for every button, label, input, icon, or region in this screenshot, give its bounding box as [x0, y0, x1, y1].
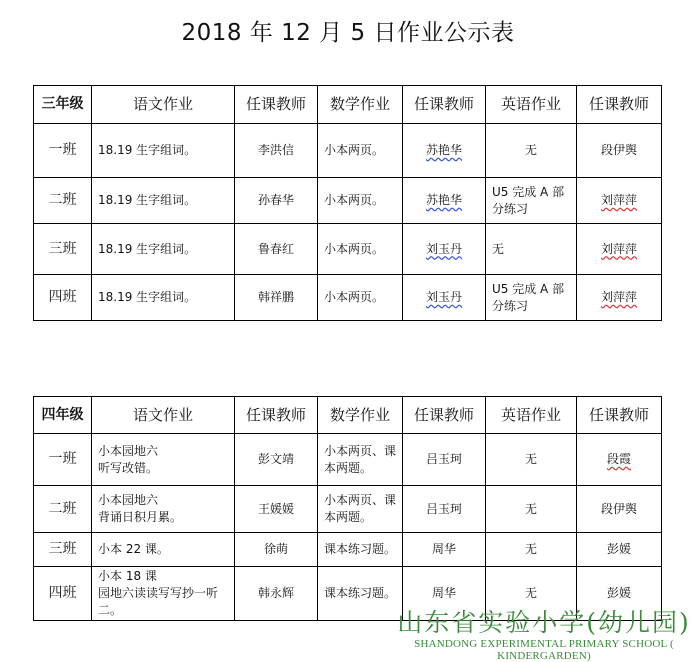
table-row — [34, 275, 662, 321]
cell-text-line: 无 — [524, 586, 537, 600]
math-homework-cell — [318, 275, 403, 321]
math-homework-cell — [318, 486, 403, 533]
chinese-homework-cell — [92, 178, 235, 224]
cell-text-line: 小本 22 课。 — [98, 542, 169, 556]
english-teacher-cell: 刘萍萍 — [577, 224, 662, 275]
math-teacher-cell: 刘玉丹 — [403, 224, 486, 275]
header-teacher: 任课教师 — [577, 397, 662, 434]
english-homework-cell — [486, 224, 577, 275]
cell-text-line: 18.19 生字组词。 — [98, 193, 197, 207]
chinese-teacher-cell: 韩祥鹏 — [235, 275, 318, 321]
cell-text-line: 无 — [524, 542, 537, 556]
english-teacher-cell: 彭媛 — [577, 533, 662, 567]
english-homework-cell — [486, 124, 577, 178]
class-name-cell: 一班 — [34, 434, 92, 486]
cell-text-line: 本两题。 — [324, 510, 373, 524]
chinese-homework-cell — [92, 434, 235, 486]
class-name-cell: 二班 — [34, 178, 92, 224]
cell-text-line: 小本园地六 — [98, 493, 159, 507]
watermark-english: SHANDONG EXPERIMENTAL PRIMARY SCHOOL ( KINDERGARDEN) — [414, 638, 674, 662]
math-homework-cell — [318, 567, 403, 621]
class-name-cell: 三班 — [34, 533, 92, 567]
english-teacher-cell: 段霞 — [577, 434, 662, 486]
cell-text-line: 分练习 — [492, 201, 529, 216]
cell-text-line: 小本两页。 — [324, 193, 385, 207]
header-chinese-homework: 语文作业 — [92, 397, 235, 434]
cell-text-line: 无 — [524, 501, 537, 516]
grade-label: 四年级 — [34, 397, 92, 434]
english-teacher-cell: 段伊舆 — [577, 124, 662, 178]
school-watermark — [394, 608, 694, 662]
header-teacher: 任课教师 — [403, 397, 486, 434]
class-name-cell: 一班 — [34, 124, 92, 178]
table-header-row — [34, 397, 662, 434]
math-teacher-cell: 刘玉丹 — [403, 275, 486, 321]
cell-text-line: 无 — [492, 241, 505, 256]
header-teacher: 任课教师 — [577, 86, 662, 124]
header-chinese-homework: 语文作业 — [92, 86, 235, 124]
math-teacher-cell: 周华 — [403, 533, 486, 567]
header-teacher: 任课教师 — [235, 397, 318, 434]
cell-text-line: 小本两页。 — [324, 143, 385, 157]
chinese-homework-cell — [92, 124, 235, 178]
math-teacher-cell: 苏艳华 — [403, 178, 486, 224]
cell-text-line: 课本练习题。 — [324, 586, 397, 600]
chinese-teacher-cell: 李洪信 — [235, 124, 318, 178]
chinese-teacher-cell: 徐萌 — [235, 533, 318, 567]
math-teacher-cell: 吕玉珂 — [403, 486, 486, 533]
cell-text-line: U5 完成 A 部 — [492, 281, 565, 296]
table-row — [34, 224, 662, 275]
chinese-homework-cell — [92, 533, 235, 567]
chinese-teacher-cell: 鲁春红 — [235, 224, 318, 275]
table-header-row — [34, 86, 662, 124]
header-math-homework: 数学作业 — [318, 397, 403, 434]
class-name-cell: 三班 — [34, 224, 92, 275]
chinese-homework-cell — [92, 486, 235, 533]
math-teacher-cell: 苏艳华 — [403, 124, 486, 178]
chinese-homework-cell — [92, 275, 235, 321]
cell-text-line: 本两题。 — [324, 460, 373, 475]
cell-text-line: 18.19 生字组词。 — [98, 241, 197, 256]
cell-text-line: 二。 — [98, 603, 123, 617]
cell-text-line: 课本练习题。 — [324, 542, 397, 556]
english-teacher-cell: 段伊舆 — [577, 486, 662, 533]
cell-text-line: 小本两页、课 — [324, 443, 397, 458]
table-row — [34, 124, 662, 178]
cell-text-line: 18.19 生字组词。 — [98, 290, 197, 304]
math-homework-cell — [318, 434, 403, 486]
header-english-homework: 英语作业 — [486, 397, 577, 434]
english-homework-cell — [486, 275, 577, 321]
table-row — [34, 533, 662, 567]
cell-text-line: 分练习 — [492, 298, 529, 313]
cell-text-line: 小本两页。 — [324, 290, 385, 304]
chinese-teacher-cell: 王媛媛 — [235, 486, 318, 533]
header-teacher: 任课教师 — [403, 86, 486, 124]
math-teacher-cell: 吕玉珂 — [403, 434, 486, 486]
class-name-cell: 四班 — [34, 275, 92, 321]
math-homework-cell — [318, 224, 403, 275]
cell-text-line: 小本园地六 — [98, 443, 159, 458]
english-homework-cell — [486, 533, 577, 567]
chinese-teacher-cell: 彭文靖 — [235, 434, 318, 486]
watermark-chinese: 山东省实验小学(幼儿园) — [397, 608, 691, 637]
cell-text-line: 18.19 生字组词。 — [98, 143, 197, 157]
page-title: 2018 年 12 月 5 日作业公示表 — [181, 20, 515, 46]
cell-text-line: 背诵日积月累。 — [98, 510, 183, 524]
english-teacher-cell: 刘萍萍 — [577, 178, 662, 224]
header-english-homework: 英语作业 — [486, 86, 577, 124]
cell-text-line: 小本两页。 — [324, 241, 385, 256]
chinese-homework-cell — [92, 224, 235, 275]
header-teacher: 任课教师 — [235, 86, 318, 124]
cell-text-line: U5 完成 A 部 — [492, 184, 565, 199]
math-homework-cell — [318, 124, 403, 178]
table-row — [34, 178, 662, 224]
math-homework-cell — [318, 178, 403, 224]
cell-text-line: 小本 18 课 — [98, 569, 157, 583]
table-row — [34, 434, 662, 486]
math-homework-cell — [318, 533, 403, 567]
english-teacher-cell: 刘萍萍 — [577, 275, 662, 321]
chinese-teacher-cell: 韩永辉 — [235, 567, 318, 621]
header-math-homework: 数学作业 — [318, 86, 403, 124]
cell-text-line: 听写改错。 — [98, 460, 159, 475]
english-homework-cell — [486, 434, 577, 486]
cell-text-line: 无 — [524, 452, 537, 466]
grade-3-homework-table — [33, 85, 662, 321]
cell-text-line: 园地六读读写写抄一听 — [98, 586, 219, 600]
cell-text-line: 小本两页、课 — [324, 493, 397, 507]
english-teacher-cell: 彭媛 — [577, 567, 662, 621]
cell-text-line: 无 — [524, 143, 537, 157]
chinese-homework-cell — [92, 567, 235, 621]
chinese-teacher-cell: 孙春华 — [235, 178, 318, 224]
table-row — [34, 486, 662, 533]
class-name-cell: 四班 — [34, 567, 92, 621]
grade-4-homework-table — [33, 396, 662, 621]
english-homework-cell — [486, 486, 577, 533]
math-teacher-cell: 周华 — [403, 567, 486, 621]
english-homework-cell — [486, 178, 577, 224]
grade-label: 三年级 — [34, 86, 92, 124]
class-name-cell: 二班 — [34, 486, 92, 533]
